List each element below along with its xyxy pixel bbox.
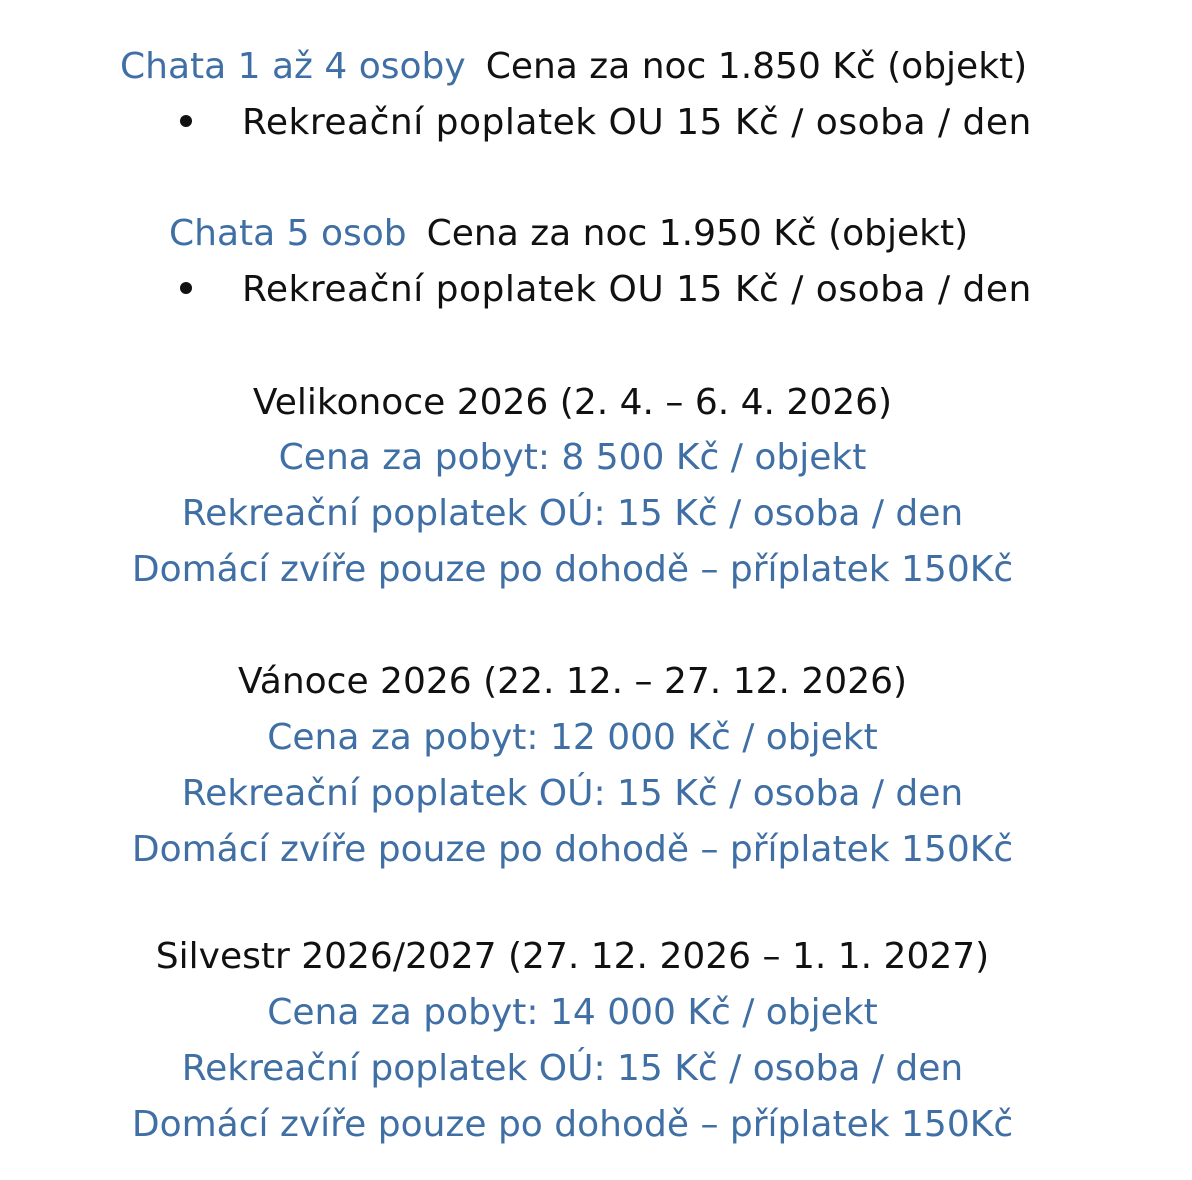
holiday-1-title: Velikonoce 2026 (2. 4. – 6. 4. 2026)	[252, 382, 893, 423]
cottage-2-fee: Rekreační poplatek OU 15 Kč / osoba / den	[242, 269, 1032, 310]
holiday-3-price: Cena za pobyt: 14 000 Kč / objekt	[267, 992, 878, 1033]
holiday-1-pets: Domácí zvíře pouze po dohodě – příplatek 150Kč	[131, 549, 1014, 590]
holiday-1-price: Cena za pobyt: 8 500 Kč / objekt	[278, 437, 867, 478]
bullet-icon	[180, 282, 192, 294]
holiday-3-fee: Rekreační poplatek OÚ: 15 Kč / osoba / den	[181, 1048, 964, 1089]
holiday-2-pets: Domácí zvíře pouze po dohodě – příplatek 150Kč	[131, 829, 1014, 870]
cottage-2-name: Chata 5 osob	[169, 213, 407, 254]
cottage-1-name: Chata 1 až 4 osoby	[120, 46, 466, 87]
holiday-2-fee: Rekreační poplatek OÚ: 15 Kč / osoba / den	[181, 773, 964, 814]
holiday-2-price: Cena za pobyt: 12 000 Kč / objekt	[267, 717, 878, 758]
cottage-1-fee: Rekreační poplatek OU 15 Kč / osoba / den	[242, 102, 1032, 143]
holiday-3-title: Silvestr 2026/2027 (27. 12. 2026 – 1. 1. 2027)	[155, 936, 990, 977]
cottage-1-price: Cena za noc 1.850 Kč (objekt)	[485, 46, 1028, 87]
cottage-2-heading	[169, 212, 968, 255]
cottage-1-fee-bullet	[180, 101, 1032, 144]
holiday-1-fee: Rekreační poplatek OÚ: 15 Kč / osoba / den	[181, 493, 964, 534]
holiday-2-title: Vánoce 2026 (22. 12. – 27. 12. 2026)	[237, 661, 908, 702]
holiday-3-pets: Domácí zvíře pouze po dohodě – příplatek 150Kč	[131, 1104, 1014, 1145]
bullet-icon	[180, 115, 192, 127]
cottage-2-fee-bullet	[180, 268, 1032, 311]
cottage-1-heading	[120, 45, 1027, 88]
cottage-2-price: Cena za noc 1.950 Kč (objekt)	[426, 213, 969, 254]
